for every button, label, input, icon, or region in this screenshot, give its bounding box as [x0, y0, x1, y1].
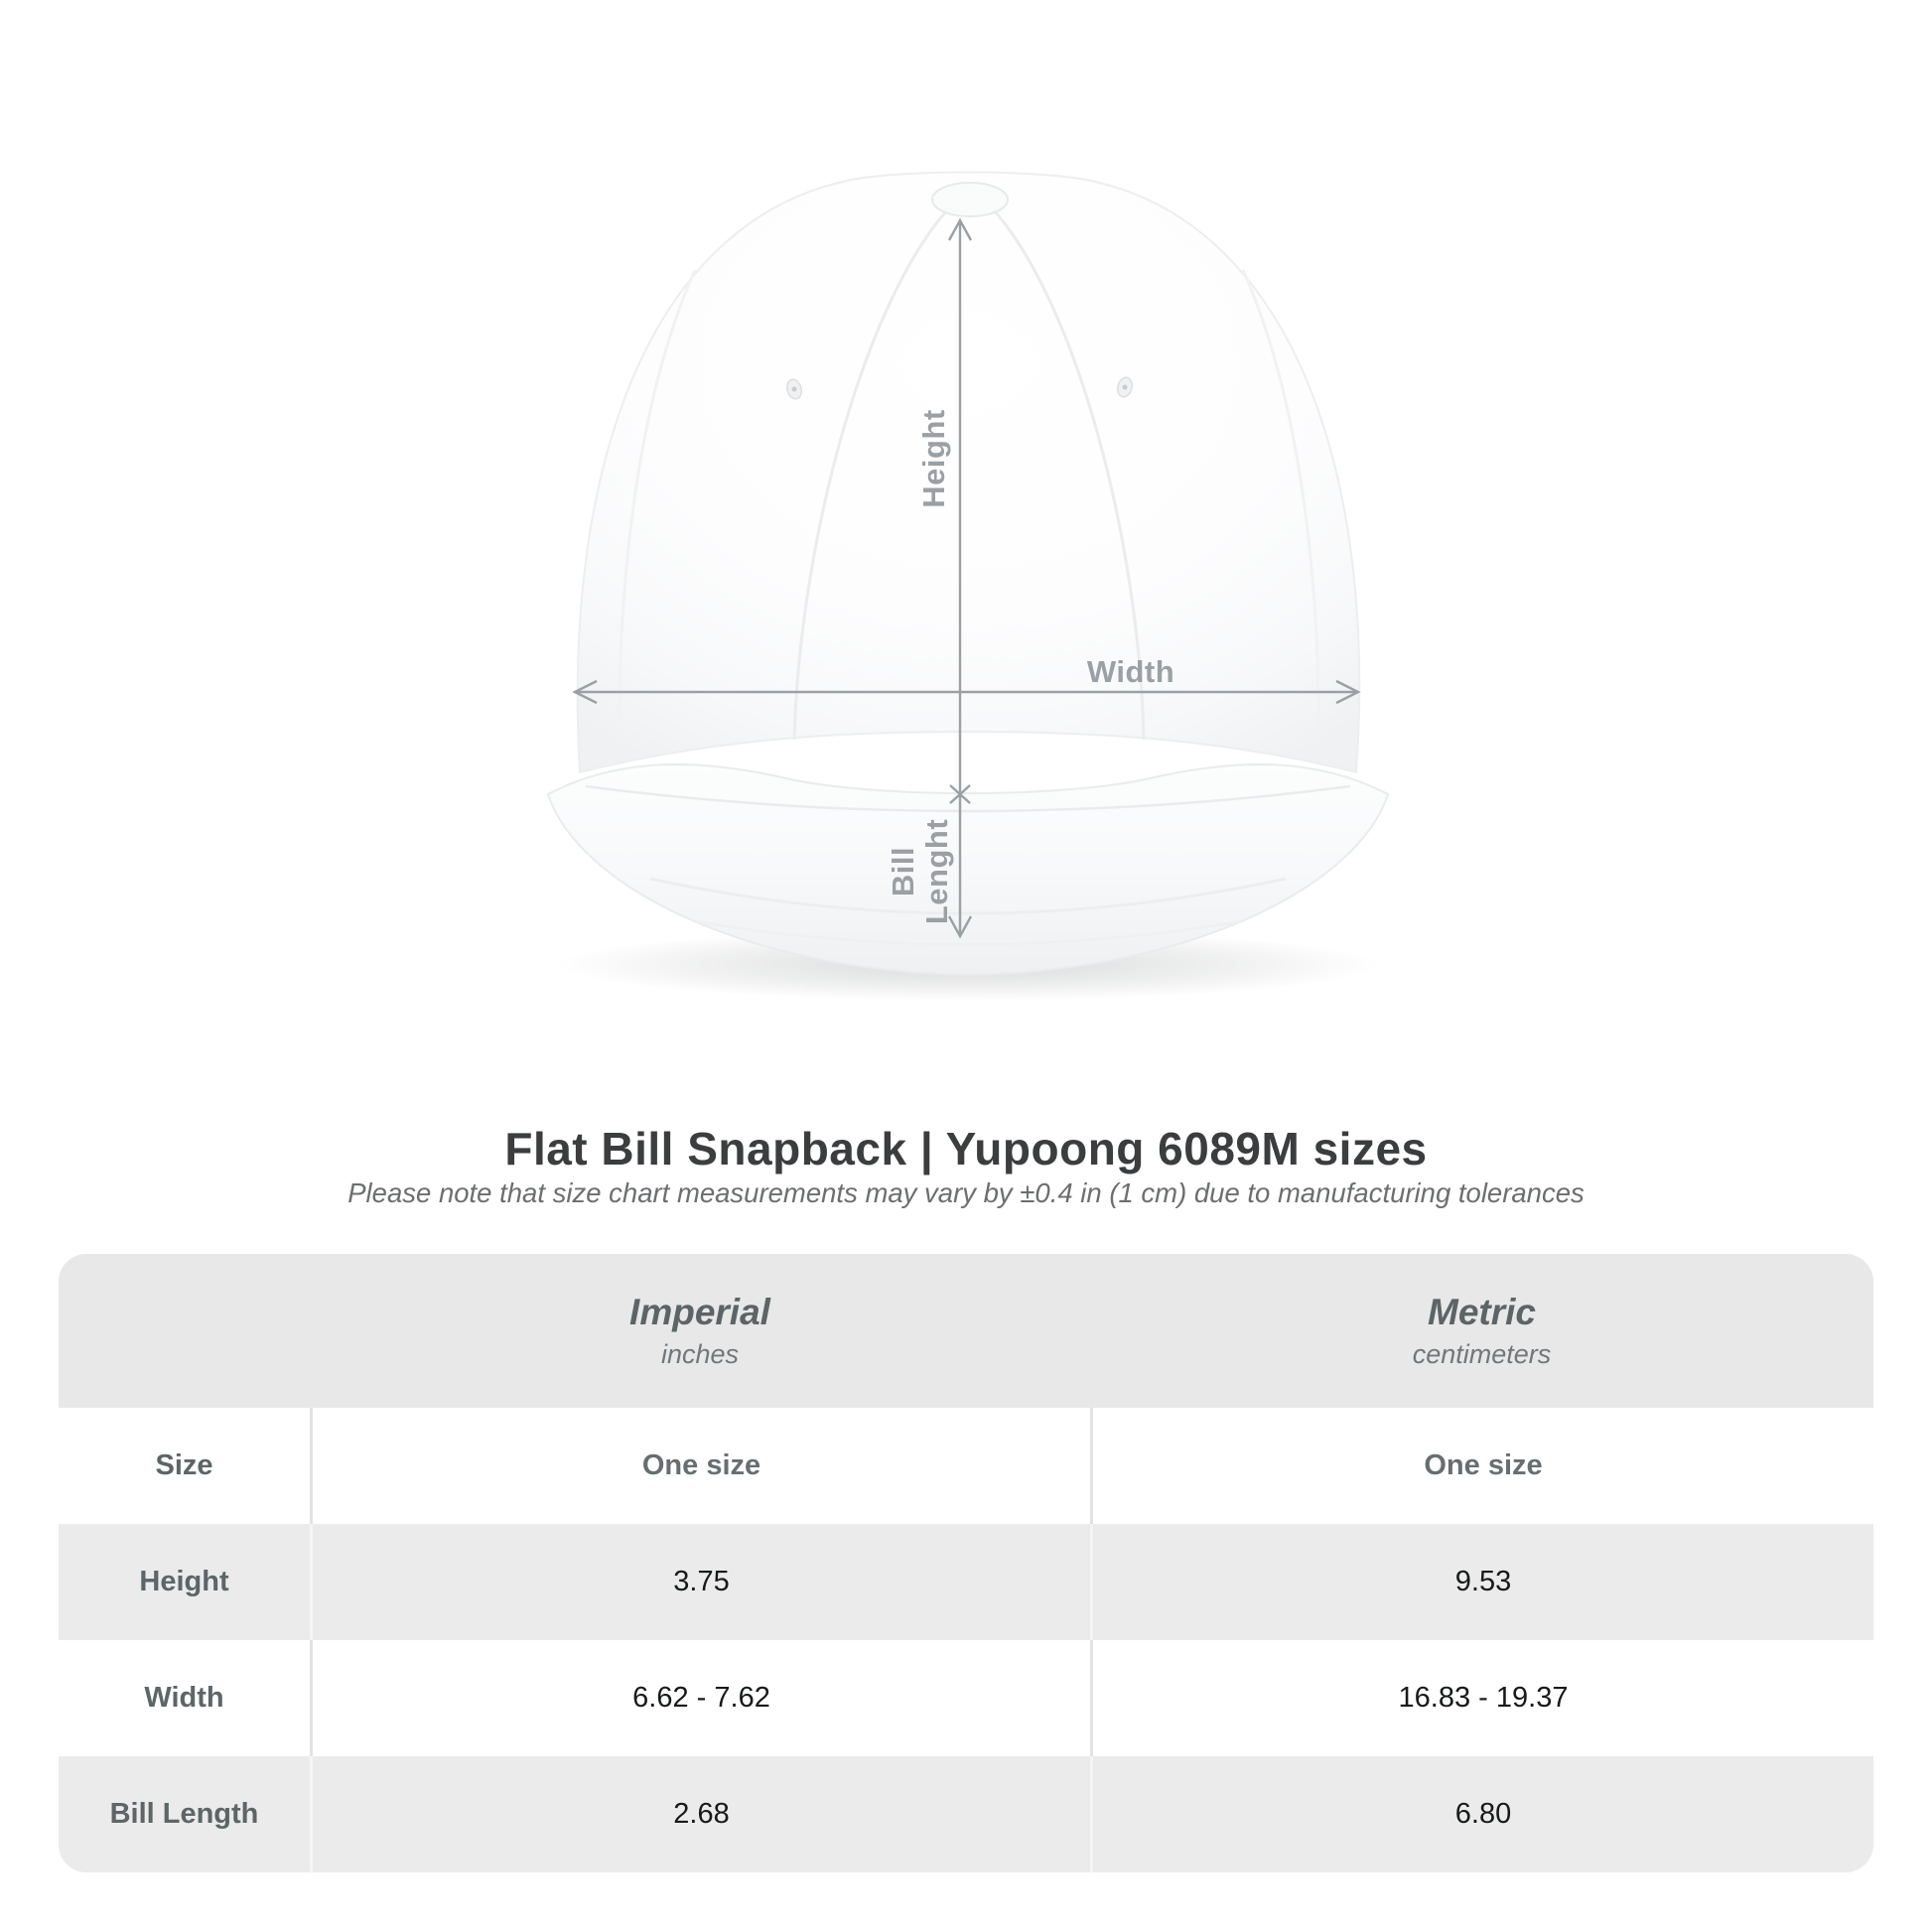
- table-row-size: [59, 1408, 1873, 1524]
- table-row-height: [59, 1524, 1873, 1640]
- table-row-bill-length: [59, 1756, 1873, 1872]
- row-label: Size: [155, 1449, 213, 1481]
- metric-value: 16.83 - 19.37: [1090, 1640, 1873, 1756]
- metric-value: One size: [1090, 1408, 1873, 1524]
- row-label: Height: [139, 1566, 229, 1597]
- header-spacer: [59, 1254, 310, 1408]
- imperial-column-label: Imperial: [629, 1292, 770, 1332]
- row-label: Width: [144, 1682, 224, 1714]
- imperial-value: 6.62 - 7.62: [310, 1640, 1090, 1756]
- imperial-value: One size: [310, 1408, 1090, 1524]
- header-imperial: [310, 1254, 1090, 1408]
- page-title: Flat Bill Snapback | Yupoong 6089M sizes: [504, 1123, 1428, 1174]
- tolerance-note: Please note that size chart measurements may vary by ±0.4 in (1 cm) due to manufacturing tolerances: [347, 1177, 1585, 1208]
- width-dimension-label: Width: [1086, 654, 1175, 689]
- hat-crown: [578, 173, 1360, 773]
- svg-text:Bill: Bill: [886, 846, 920, 897]
- imperial-value: 3.75: [310, 1524, 1090, 1640]
- height-dimension-label: Height: [916, 409, 951, 508]
- table-row-width: [59, 1640, 1873, 1756]
- metric-column-label: Metric: [1428, 1292, 1536, 1332]
- imperial-column-unit: inches: [660, 1339, 740, 1369]
- metric-value: 9.53: [1090, 1524, 1873, 1640]
- imperial-value: 2.68: [310, 1756, 1090, 1872]
- size-table: [59, 1254, 1873, 1872]
- header-metric: [1090, 1254, 1873, 1408]
- metric-column-unit: centimeters: [1412, 1339, 1552, 1369]
- metric-value: 6.80: [1090, 1756, 1873, 1872]
- svg-text:Lenght: Lenght: [919, 818, 954, 925]
- hat-button: [932, 183, 1008, 216]
- row-label: Bill Length: [109, 1798, 259, 1830]
- size-table-header: [59, 1254, 1873, 1408]
